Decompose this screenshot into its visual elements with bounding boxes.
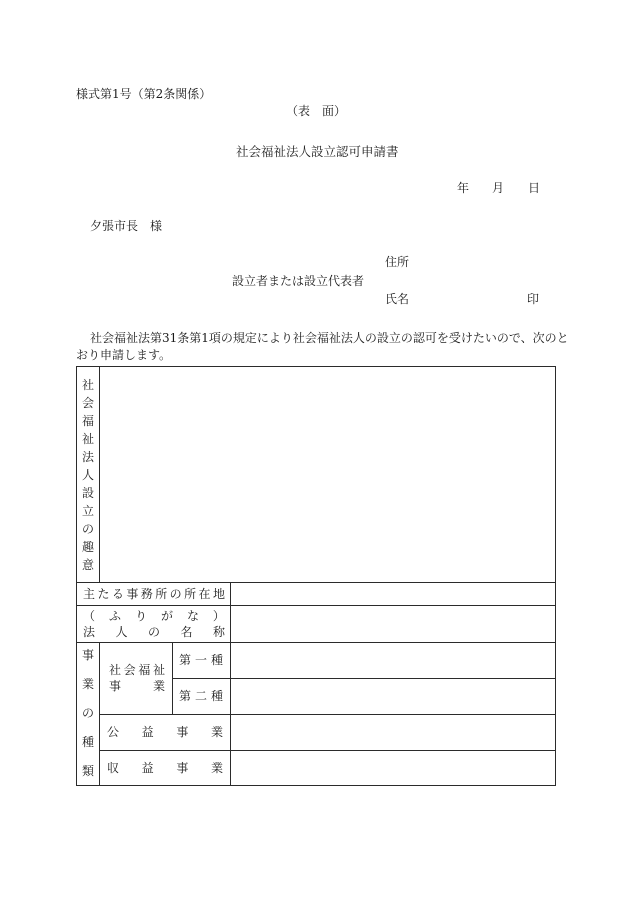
corporation-name-field[interactable] <box>231 606 555 642</box>
label-char: 業 <box>152 679 165 693</box>
label-char: 事 <box>176 725 189 739</box>
body-text-line1: 社会福祉法第31条第1項の規定により社会福祉法人の設立の認可を受けたいので、次のと <box>90 331 569 345</box>
label-char: 福 <box>138 663 151 677</box>
public-interest-label <box>107 725 223 739</box>
side-label: （表 面） <box>286 104 347 118</box>
body-text-line2: おり申請します。 <box>76 348 172 362</box>
label-char: 務 <box>140 587 153 601</box>
first-class-field[interactable] <box>231 643 555 678</box>
label-char: 祉 <box>152 663 165 677</box>
label-char: 在 <box>198 587 211 601</box>
label-char: る <box>111 587 124 601</box>
office-location-label <box>83 587 225 601</box>
label-char: の <box>147 625 160 639</box>
name-label: 氏名 <box>385 292 410 306</box>
first-class-label <box>179 653 223 667</box>
public-interest-field[interactable] <box>231 715 555 750</box>
date-month: 月 <box>492 181 505 195</box>
label-char: 主 <box>83 587 96 601</box>
label-char: 福 <box>81 414 94 428</box>
label-char: 第 <box>179 689 192 703</box>
label-char: 益 <box>141 761 154 775</box>
label-char: 趣 <box>81 540 94 554</box>
corporation-name-label <box>83 625 225 639</box>
label-char: 事 <box>81 648 94 662</box>
label-char: 法 <box>81 450 94 464</box>
label-char: 公 <box>107 725 120 739</box>
label-char: （ <box>83 609 96 623</box>
label-char: 祉 <box>81 432 94 446</box>
label-char: 類 <box>81 764 94 778</box>
label-char: 名 <box>180 625 193 639</box>
second-class-label <box>179 689 223 703</box>
label-char: た <box>97 587 110 601</box>
seal-mark: 印 <box>527 292 540 306</box>
label-char: な <box>186 609 199 623</box>
form-number: 様式第1号（第2条関係） <box>76 87 212 101</box>
business-type-label <box>81 649 95 777</box>
second-class-field[interactable] <box>231 679 555 714</box>
social-welfare-label-line1 <box>109 663 165 677</box>
label-char: の <box>81 522 94 536</box>
label-char: 社 <box>81 378 94 392</box>
label-char: 種 <box>210 689 223 703</box>
label-char: 益 <box>141 725 154 739</box>
label-char: 種 <box>210 653 223 667</box>
furigana-label <box>83 609 225 623</box>
label-char: の <box>81 706 94 720</box>
profit-business-label <box>107 761 223 775</box>
label-char: り <box>134 609 147 623</box>
label-char: 称 <box>212 625 225 639</box>
form-title: 社会福祉法人設立認可申請書 <box>236 144 399 159</box>
label-char: 所 <box>155 587 168 601</box>
label-char: 地 <box>212 587 225 601</box>
label-char: 立 <box>81 504 94 518</box>
label-char: の <box>169 587 182 601</box>
label-char: 種 <box>81 735 94 749</box>
applicant-role-label: 設立者または設立代表者 <box>232 274 365 288</box>
label-char: 一 <box>194 653 207 667</box>
label-char: 会 <box>123 663 136 677</box>
label-char: 収 <box>107 761 120 775</box>
label-char: 事 <box>176 761 189 775</box>
label-char: 社 <box>109 663 122 677</box>
label-char: 会 <box>81 396 94 410</box>
label-char: 業 <box>81 677 94 691</box>
label-char: 所 <box>184 587 197 601</box>
label-char: 人 <box>115 625 128 639</box>
label-char: が <box>160 609 173 623</box>
label-char: 事 <box>109 679 122 693</box>
label-char: 設 <box>81 486 94 500</box>
social-welfare-label-line2 <box>109 679 165 693</box>
addressee: 夕張市長 様 <box>90 219 163 233</box>
label-char: 業 <box>210 761 223 775</box>
purpose-field[interactable] <box>100 367 555 582</box>
label-char: ） <box>212 609 225 623</box>
label-char: ふ <box>108 609 121 623</box>
label-char: 意 <box>81 558 94 572</box>
label-char: 第 <box>179 653 192 667</box>
label-char: 業 <box>210 725 223 739</box>
label-char: 法 <box>83 625 96 639</box>
date-year: 年 <box>457 181 470 195</box>
office-location-field[interactable] <box>231 583 555 605</box>
purpose-label <box>81 379 95 571</box>
profit-business-field[interactable] <box>231 751 555 785</box>
label-char: 二 <box>194 689 207 703</box>
date-day: 日 <box>528 181 541 195</box>
label-char: 事 <box>126 587 139 601</box>
application-form-table <box>76 366 556 786</box>
label-char: 人 <box>81 468 94 482</box>
address-label: 住所 <box>385 255 410 269</box>
